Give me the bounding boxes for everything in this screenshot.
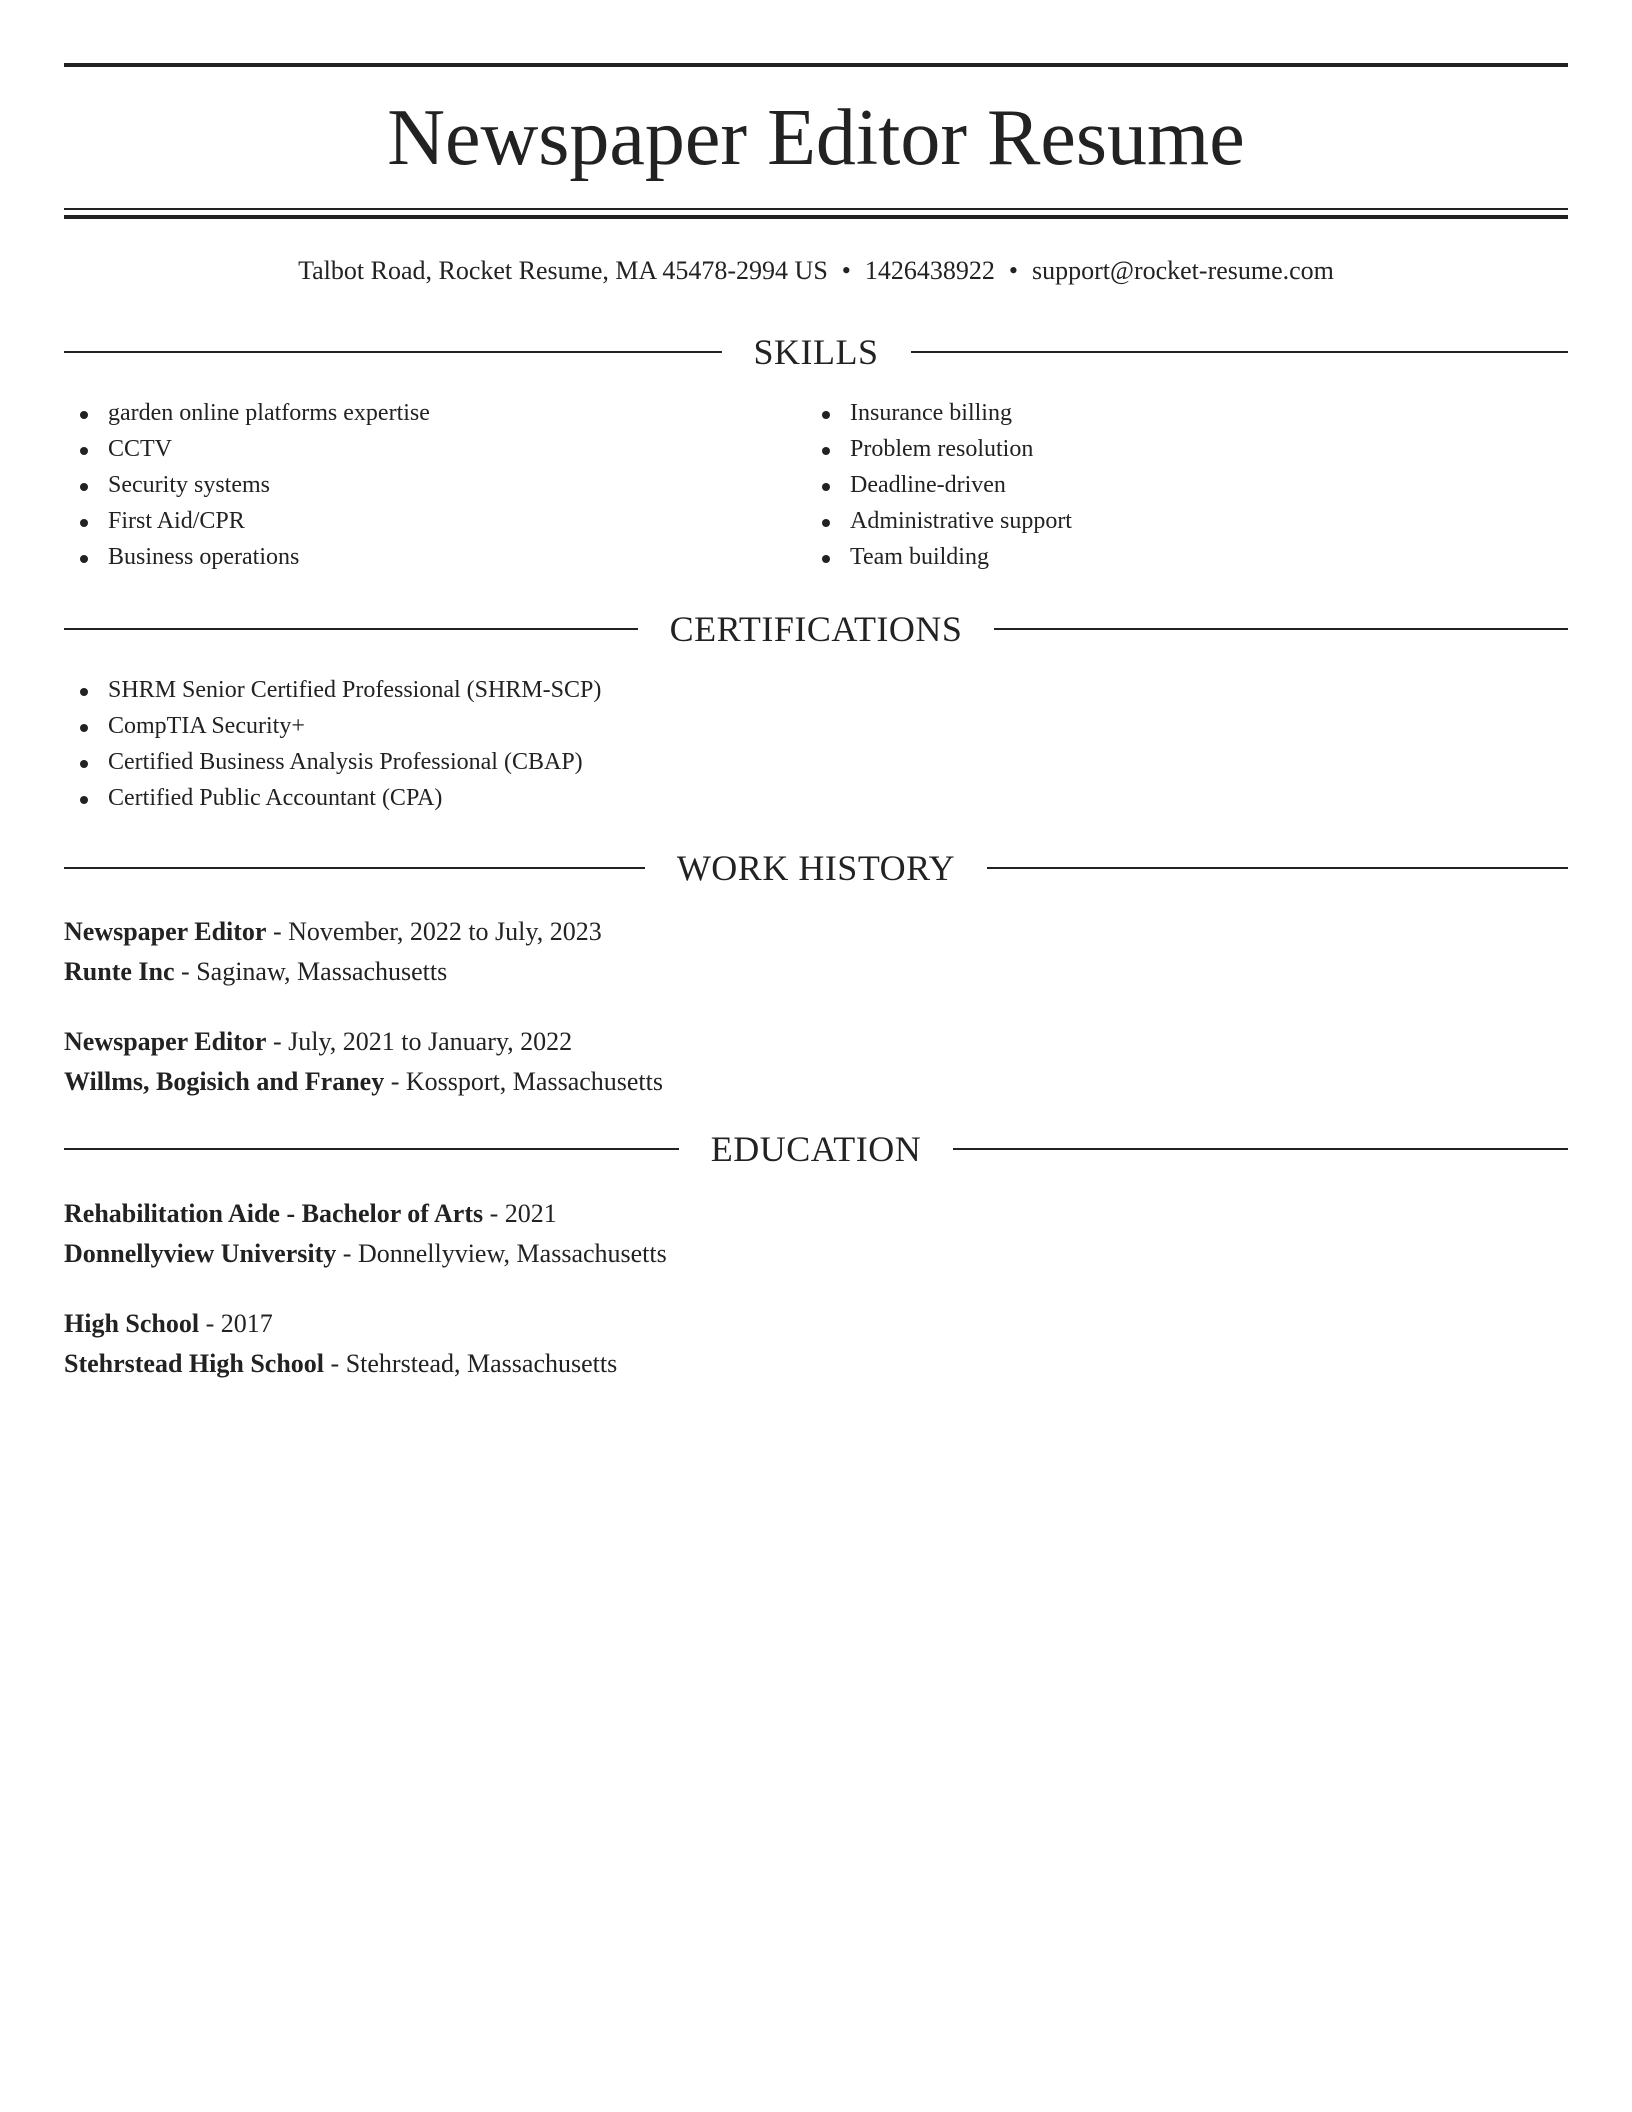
contact-separator: • xyxy=(841,256,851,285)
education-entry xyxy=(64,1304,1568,1384)
job-title: Newspaper Editor xyxy=(64,917,267,946)
skill-item: Problem resolution xyxy=(806,431,1566,467)
contact-line xyxy=(64,253,1568,289)
school-name: Donnellyview University xyxy=(64,1239,337,1268)
dash-separator: - xyxy=(384,1067,406,1096)
certification-item: Certified Business Analysis Professional (CBAP) xyxy=(64,744,1264,780)
dash-separator: - xyxy=(483,1199,505,1228)
company-location: Saginaw, Massachusetts xyxy=(196,957,448,986)
graduation-year: 2017 xyxy=(220,1309,273,1338)
certification-item: CompTIA Security+ xyxy=(64,708,1264,744)
heading-rule-left xyxy=(64,1148,679,1150)
contact-email: support@rocket-resume.com xyxy=(1032,256,1334,285)
company-name: Runte Inc xyxy=(64,957,175,986)
company-name: Willms, Bogisich and Franey xyxy=(64,1067,385,1096)
work-history-heading xyxy=(64,843,1568,893)
education-entry-degree-row xyxy=(64,1304,1568,1344)
heading-rule-left xyxy=(64,351,722,353)
skill-item: Business operations xyxy=(64,539,799,575)
dash-separator: - xyxy=(174,957,197,986)
skills-heading xyxy=(64,327,1568,377)
education-heading xyxy=(64,1124,1568,1174)
school-location: Stehrstead, Massachusetts xyxy=(345,1349,618,1378)
contact-phone: 1426438922 xyxy=(864,256,995,285)
degree-name: High School xyxy=(64,1309,200,1338)
certification-item: Certified Public Accountant (CPA) xyxy=(64,780,1264,816)
skill-item: garden online platforms expertise xyxy=(64,395,799,431)
certifications-list xyxy=(64,672,1264,816)
education-entry xyxy=(64,1194,1568,1274)
skill-item: Insurance billing xyxy=(806,395,1566,431)
degree-name: Rehabilitation Aide - Bachelor of Arts xyxy=(64,1199,484,1228)
dash-separator: - xyxy=(266,1027,289,1056)
job-title: Newspaper Editor xyxy=(64,1027,267,1056)
title-underline-thick xyxy=(64,215,1568,219)
work-entry xyxy=(64,912,1568,992)
school-location: Donnellyview, Massachusetts xyxy=(357,1239,667,1268)
school-name: Stehrstead High School xyxy=(64,1349,325,1378)
skills-list-left xyxy=(64,395,799,575)
heading-rule-right xyxy=(911,351,1569,353)
heading-rule-left xyxy=(64,628,638,630)
education-heading-label: EDUCATION xyxy=(710,1129,922,1169)
skill-item: Team building xyxy=(806,539,1566,575)
education-entry-school-row xyxy=(64,1234,1568,1274)
education-entry-school-row xyxy=(64,1344,1568,1384)
heading-rule-right xyxy=(987,867,1568,869)
job-dates: November, 2022 to July, 2023 xyxy=(288,917,602,946)
certifications-heading xyxy=(64,604,1568,654)
heading-rule-right xyxy=(994,628,1568,630)
certification-item: SHRM Senior Certified Professional (SHRM-SCP) xyxy=(64,672,1264,708)
skill-item: CCTV xyxy=(64,431,799,467)
skill-item: Administrative support xyxy=(806,503,1566,539)
heading-rule-right xyxy=(953,1148,1568,1150)
work-entry-title-row xyxy=(64,1022,1568,1062)
education-entry-degree-row xyxy=(64,1194,1568,1234)
contact-separator: • xyxy=(1008,256,1018,285)
skill-item: First Aid/CPR xyxy=(64,503,799,539)
contact-address: Talbot Road, Rocket Resume, MA 45478-2994 US xyxy=(298,256,828,285)
dash-separator: - xyxy=(324,1349,346,1378)
heading-rule-left xyxy=(64,867,645,869)
dash-separator: - xyxy=(336,1239,358,1268)
work-entry xyxy=(64,1022,1568,1102)
certifications-heading-label: CERTIFICATIONS xyxy=(669,609,963,649)
company-location: Kossport, Massachusetts xyxy=(405,1067,663,1096)
job-dates: July, 2021 to January, 2022 xyxy=(288,1027,573,1056)
title-underline-thin xyxy=(64,208,1568,210)
work-entry-company-row xyxy=(64,952,1568,992)
skill-item: Security systems xyxy=(64,467,799,503)
skill-item: Deadline-driven xyxy=(806,467,1566,503)
resume-title: Newspaper Editor Resume xyxy=(387,94,1245,182)
work-entry-title-row xyxy=(64,912,1568,952)
top-rule xyxy=(64,63,1568,67)
graduation-year: 2021 xyxy=(504,1199,557,1228)
work-history-heading-label: WORK HISTORY xyxy=(676,848,956,888)
work-entry-company-row xyxy=(64,1062,1568,1102)
skills-list-right xyxy=(806,395,1566,575)
dash-separator: - xyxy=(199,1309,221,1338)
skills-heading-label: SKILLS xyxy=(753,332,879,372)
dash-separator: - xyxy=(266,917,289,946)
